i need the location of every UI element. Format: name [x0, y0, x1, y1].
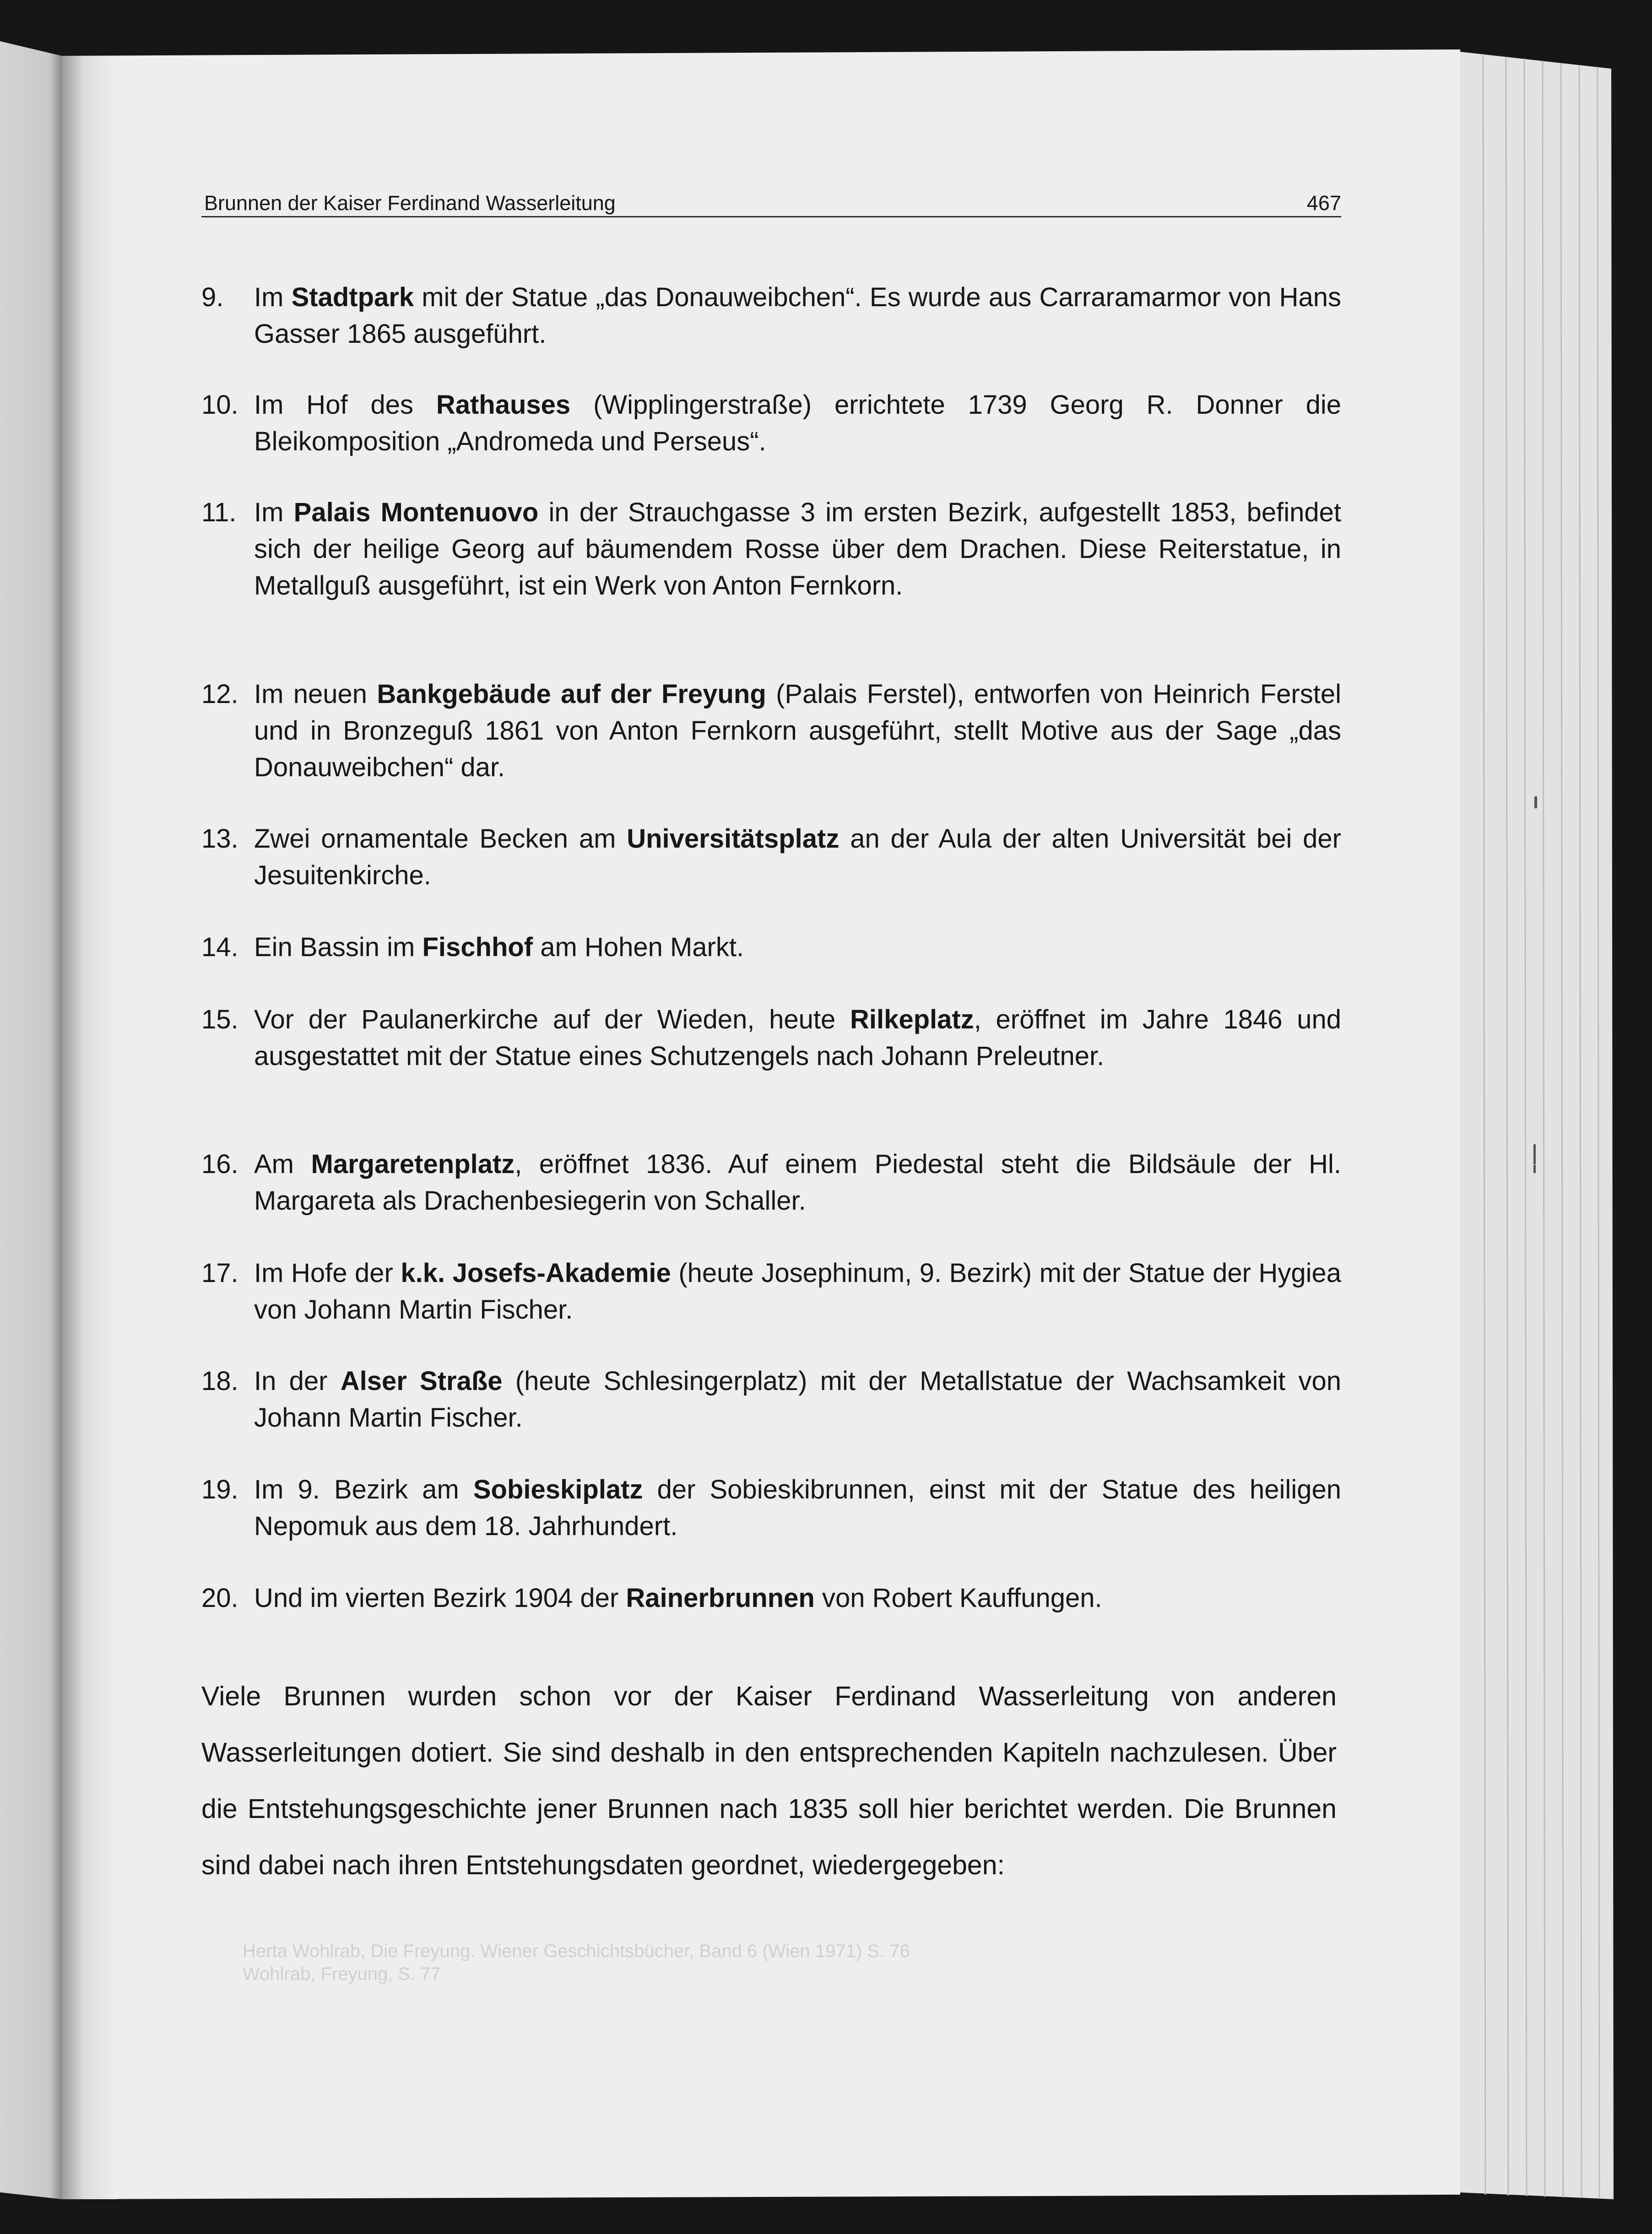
item-location: Alser Straße: [340, 1366, 503, 1396]
bleed-through-footnote-1: Herta Wohlrab, Die Freyung. Wiener Geschichtsbücher, Band 6 (Wien 1971) S. 76: [243, 1941, 910, 1961]
running-title: Brunnen der Kaiser Ferdinand Wasserleitung: [204, 191, 616, 215]
item-text-post: an der Aula der alten Universität bei der Jesuitenkirche.: [254, 824, 1341, 890]
item-location: Rainerbrunnen: [626, 1583, 815, 1613]
item-text-pre: Und im vierten Bezirk 1904 der: [254, 1583, 626, 1613]
item-location: Rilkeplatz: [850, 1005, 974, 1034]
list-item: [201, 1001, 1341, 1075]
item-location: Fischhof: [422, 932, 533, 962]
item-number: 14.: [201, 932, 238, 962]
item-text-pre: Im: [254, 498, 294, 527]
gutter-shadow: [62, 56, 117, 2199]
list-item: [201, 494, 1341, 604]
item-number: 17.: [201, 1258, 238, 1288]
list-item: [201, 821, 1341, 894]
list-item: [201, 1471, 1341, 1545]
item-text-pre: Zwei ornamentale Becken am: [254, 824, 627, 854]
page-text-block: [201, 174, 1342, 1984]
item-text-pre: In der: [254, 1366, 341, 1396]
item-text-pre: Im Hof des: [254, 390, 436, 420]
item-text-pre: Am: [254, 1149, 311, 1179]
item-location: Universitätsplatz: [627, 824, 840, 854]
item-text-post: (Wipplingerstraße) errichtete 1739 Georg R. Donner die Bleikomposition „Andromeda und Perseus“.: [254, 390, 1341, 456]
item-text: [254, 1001, 1341, 1075]
item-number: 13.: [201, 824, 238, 854]
item-number: 18.: [201, 1366, 238, 1396]
item-text: [254, 494, 1341, 604]
facing-page-left: [0, 41, 62, 2199]
item-text: [254, 1471, 1341, 1545]
list-item: [201, 1580, 1341, 1617]
item-text-post: in der Strauchgasse 3 im ersten Bezirk, aufgestellt 1853, befindet sich der heilige Georg auf bäumendem Rosse über dem Drachen. Diese Reiterstatue, in Metallguß ausgeführt, ist ein Werk von Anton Fernkorn.: [254, 498, 1341, 600]
item-text-post: mit der Statue „das Donauweibchen“. Es wurde aus Carraramarmor von Hans Gasser 1865 ausgeführt.: [254, 282, 1341, 349]
list-item: [201, 387, 1341, 460]
item-text-post: am Hohen Markt.: [533, 932, 744, 962]
item-text: [254, 387, 1341, 460]
item-text-pre: Im neuen: [254, 679, 377, 709]
item-text-post: der Sobieskibrunnen, einst mit der Statue des heiligen Nepomuk aus dem 18. Jahrhundert.: [254, 1475, 1341, 1541]
item-location: Stadtpark: [291, 282, 414, 312]
item-number: 11.: [201, 498, 237, 527]
running-header: [201, 174, 1341, 217]
item-location: Margaretenplatz: [311, 1149, 515, 1179]
item-text: [254, 821, 1341, 894]
item-text-post: von Robert Kauffungen.: [814, 1583, 1102, 1613]
list-item: [201, 1146, 1341, 1219]
item-number: 20.: [201, 1583, 238, 1613]
item-text: [254, 676, 1341, 786]
item-text-pre: Im 9. Bezirk am: [254, 1475, 473, 1504]
item-text-pre: Im Hofe der: [254, 1258, 401, 1288]
item-text: [254, 279, 1341, 352]
closing-paragraph: Viele Brunnen wurden schon vor der Kaiser Ferdinand Wasserleitung von anderen Wasserleitungen dotiert. Sie sind deshalb in den entsprechenden Kapiteln nachzulesen. Über die Entstehungsgeschichte jener Brunnen nach 1835 soll hier berichtet werden. Die Brunnen sind dabei nach ihren Entstehungsdaten geordnet, wiedergegeben:: [201, 1681, 1337, 1880]
item-text-pre: Im: [254, 282, 292, 312]
list-item: [201, 1363, 1341, 1436]
item-location: k.k. Josefs-Akademie: [401, 1258, 671, 1288]
item-number: 9.: [201, 282, 224, 312]
bleed-through-footnote-2: Wohlrab, Freyung, S. 77: [243, 1964, 441, 1984]
item-text: [254, 1580, 1341, 1617]
item-location: Sobieskiplatz: [473, 1475, 643, 1504]
item-location: Bankgebäude auf der Freyung: [377, 679, 766, 709]
item-number: 15.: [201, 1005, 238, 1034]
item-number: 19.: [201, 1475, 238, 1504]
item-text-pre: Ein Bassin im: [254, 932, 422, 962]
item-location: Rathauses: [436, 390, 571, 420]
item-number: 16.: [201, 1149, 238, 1179]
list-item: [201, 279, 1341, 352]
item-text: [254, 1146, 1341, 1219]
right-page-edges: [1456, 51, 1614, 2199]
item-number: 10.: [201, 390, 238, 420]
list-item: [201, 676, 1341, 786]
list-item: [201, 1255, 1341, 1328]
list-item: [201, 929, 1341, 966]
item-text-post: , eröffnet im Jahre 1846 und ausgestattet mit der Statue eines Schutzengels nach Johann Preleutner.: [254, 1005, 1342, 1071]
item-text-post: (heute Schlesingerplatz) mit der Metallstatue der Wachsamkeit von Johann Martin Fischer.: [254, 1366, 1342, 1433]
item-text: [254, 1255, 1341, 1328]
page-number: 467: [1306, 191, 1341, 215]
item-text-post: (heute Josephinum, 9. Bezirk) mit der Statue der Hygiea von Johann Martin Fischer.: [254, 1258, 1341, 1325]
item-text: [254, 929, 1341, 966]
item-number: 12.: [201, 679, 238, 709]
item-text: [254, 1363, 1341, 1436]
item-text-post: (Palais Ferstel), entworfen von Heinrich Ferstel und in Bronzeguß 1861 von Anton Fernkorn ausgeführt, stellt Motive aus der Sage „das Donauweibchen“ dar.: [254, 679, 1341, 782]
item-text-pre: Vor der Paulanerkirche auf der Wieden, heute: [254, 1005, 850, 1034]
item-text-post: , eröffnet 1836. Auf einem Piedestal steht die Bildsäule der Hl. Margareta als Drachenbesiegerin von Schaller.: [254, 1149, 1341, 1216]
item-location: Palais Montenuovo: [293, 498, 539, 527]
